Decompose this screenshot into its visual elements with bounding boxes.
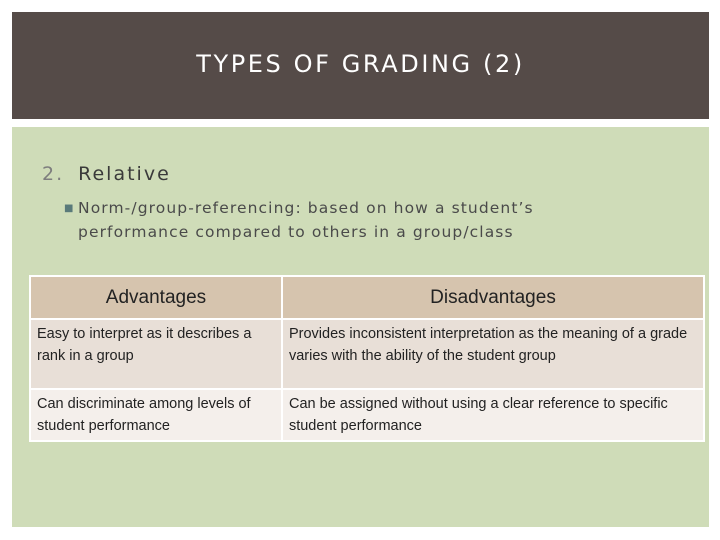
heading-number: 2.	[42, 163, 65, 185]
header-advantages: Advantages	[30, 276, 282, 319]
table-cell-advantage: Easy to interpret as it describes a rank in a group	[30, 319, 282, 389]
comparison-table	[29, 275, 705, 442]
table-cell-disadvantage: Can be assigned without using a clear reference to specific student performance	[282, 389, 704, 441]
header-disadvantages: Disadvantages	[282, 276, 704, 319]
table-cell-advantage: Can discriminate among levels of student performance	[30, 389, 282, 441]
square-bullet-icon: ■	[64, 203, 75, 214]
table-row	[30, 319, 704, 389]
bullet-text: Norm-/group-referencing: based on how a student’s performance compared to others in a group/class	[78, 199, 534, 241]
title-bar	[12, 12, 709, 119]
heading-text: Relative	[78, 163, 171, 185]
section-heading	[42, 163, 171, 185]
table-row	[30, 389, 704, 441]
table-header-row	[30, 276, 704, 319]
table-cell-disadvantage: Provides inconsistent interpretation as the meaning of a grade varies with the ability of the student group	[282, 319, 704, 389]
content-panel	[12, 127, 709, 527]
slide-title: TYPES OF GRADING (2)	[196, 49, 525, 78]
bullet-item	[64, 196, 624, 244]
